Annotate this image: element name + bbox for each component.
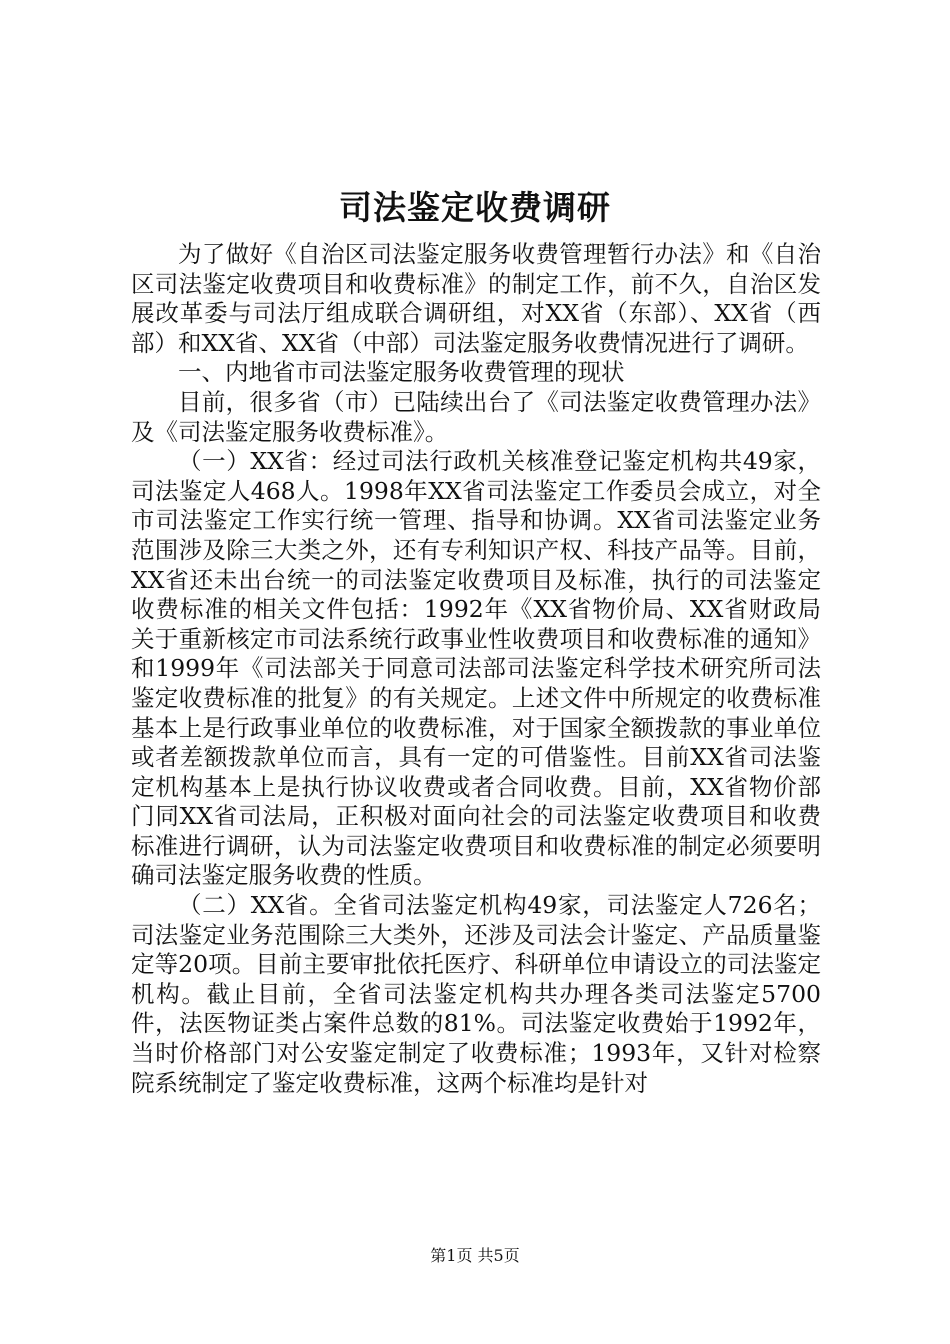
page-number-footer: 第1页 共5页 <box>430 1246 520 1265</box>
section-heading: 一、内地省市司法鉴定服务收费管理的现状 <box>178 358 625 387</box>
overview-paragraph: 目前，很多省（市）已陆续出台了《司法鉴定收费管理办法》及《司法鉴定服务收费标准》。 <box>131 387 821 446</box>
province-one-paragraph: （一）XX省：经过司法行政机关核准登记鉴定机构共49家，司法鉴定人468人。1998年XX省司法鉴定工作委员会成立，对全市司法鉴定工作实行统一管理、指导和协调。XX省司法鉴定业务范围涉及除三大类之外，还有专利知识产权、科技产品等。目前，XX省还未出台统一的司法鉴定收费项目及标准，执行的司法鉴定收费标准的相关文件包括：1992年《XX省物价局、XX省财政局关于重新核定市司法系统行政事业性收费项目和收费标准的通知》和1999年《司法部关于同意司法部司法鉴定科学技术研究所司法鉴定收费标准的批复》的有关规定。上述文件中所规定的收费标准基本上是行政事业单位的收费标准，对于国家全额拨款的事业单位或者差额拨款单位而言，具有一定的可借鉴性。目前XX省司法鉴定机构基本上是执行协议收费或者合同收费。目前，XX省物价部门同XX省司法局，正积极对面向社会的司法鉴定收费项目和收费标准进行调研，认为司法鉴定收费项目和收费标准的制定必须要明确司法鉴定服务收费的性质。 <box>131 447 821 890</box>
document-body <box>131 240 821 1098</box>
document-title: 司法鉴定收费调研 <box>339 188 611 227</box>
province-two-paragraph: （二）XX省。全省司法鉴定机构49家，司法鉴定人726名；司法鉴定业务范围除三大类外，还涉及司法会计鉴定、产品质量鉴定等20项。目前主要审批依托医疗、科研单位申请设立的司法鉴定机构。截止目前，全省司法鉴定机构共办理各类司法鉴定5700件，法医物证类占案件总数的81%。司法鉴定收费始于1992年，当时价格部门对公安鉴定制定了收费标准；1993年，又针对检察院系统制定了鉴定收费标准，这两个标准均是针对 <box>131 891 821 1097</box>
intro-paragraph: 为了做好《自治区司法鉴定服务收费管理暂行办法》和《自治区司法鉴定收费项目和收费标准》的制定工作，前不久，自治区发展改革委与司法厅组成联合调研组，对XX省（东部）、XX省（西部）和XX省、XX省（中部）司法鉴定服务收费情况进行了调研。 <box>131 240 821 357</box>
